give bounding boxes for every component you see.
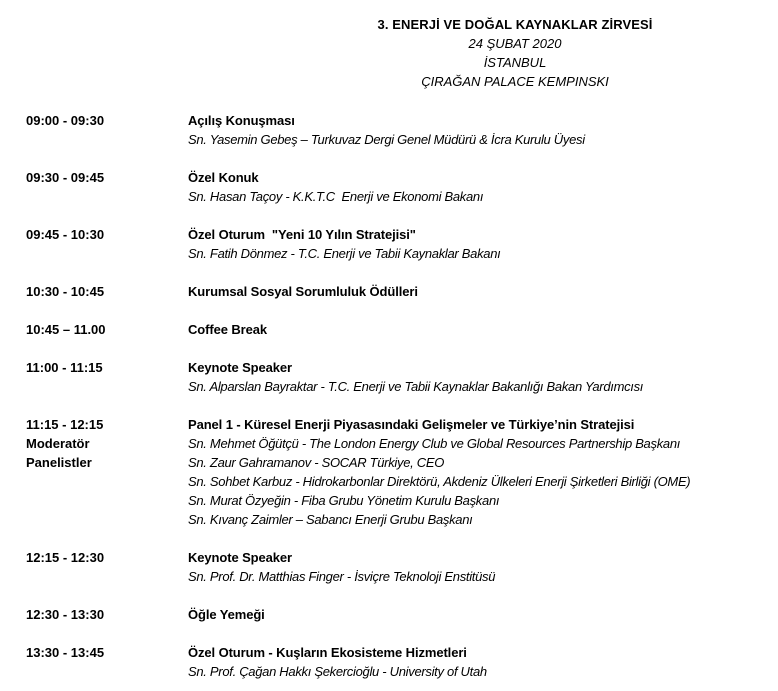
event-content-column — [188, 605, 778, 624]
schedule-event — [0, 605, 778, 624]
event-time-column — [0, 320, 188, 339]
event-role-label: Panelistler — [26, 455, 92, 470]
event-time: 11:15 - 12:15 — [26, 417, 104, 432]
event-time-column — [0, 111, 188, 130]
event-content-column — [188, 548, 778, 586]
event-speaker-line: Sn. Zaur Gahramanov - SOCAR Türkiye, CEO — [188, 455, 445, 470]
event-content-column — [188, 111, 778, 149]
document-header — [252, 15, 778, 91]
event-time: 10:30 - 10:45 — [26, 284, 105, 299]
event-speaker-line: Sn. Alparslan Bayraktar - T.C. Enerji ve Tabii Kaynaklar Bakanlığı Bakan Yardımcısı — [188, 379, 644, 394]
summit-title: 3. ENERJİ VE DOĞAL KAYNAKLAR ZİRVESİ — [377, 17, 653, 32]
event-speaker-line: Sn. Prof. Çağan Hakkı Şekercioğlu - University of Utah — [188, 664, 487, 679]
event-time-column — [0, 282, 188, 301]
schedule-event — [0, 643, 778, 681]
schedule-event — [0, 225, 778, 263]
event-title: Keynote Speaker — [188, 550, 292, 565]
event-content-column — [188, 643, 778, 681]
event-time-column — [0, 225, 188, 244]
event-title: Kurumsal Sosyal Sorumluluk Ödülleri — [188, 284, 418, 299]
event-content-column — [188, 168, 778, 206]
event-time: 09:00 - 09:30 — [26, 113, 105, 128]
summit-date: 24 ŞUBAT 2020 — [468, 36, 562, 51]
event-time: 09:30 - 09:45 — [26, 170, 105, 185]
event-content-column — [188, 282, 778, 301]
event-speaker-line: Sn. Hasan Taçoy - K.K.T.C Enerji ve Ekonomi Bakanı — [188, 189, 484, 204]
summit-city: İSTANBUL — [483, 55, 547, 70]
event-time-column — [0, 168, 188, 187]
event-speaker-line: Sn. Prof. Dr. Matthias Finger - İsviçre Teknoloji Enstitüsü — [188, 569, 496, 584]
event-speaker-line: Sn. Yasemin Gebeş – Turkuvaz Dergi Genel Müdürü & İcra Kurulu Üyesi — [188, 132, 585, 147]
schedule-event — [0, 358, 778, 396]
event-speaker-line: Sn. Mehmet Öğütçü - The London Energy Club ve Global Resources Partnership Başkanı — [188, 436, 681, 451]
event-time-column — [0, 548, 188, 567]
event-content-column — [188, 225, 778, 263]
event-time: 09:45 - 10:30 — [26, 227, 105, 242]
event-content-column — [188, 320, 778, 339]
event-time: 13:30 - 13:45 — [26, 645, 105, 660]
event-time-column — [0, 605, 188, 624]
schedule-event — [0, 548, 778, 586]
event-title: Coffee Break — [188, 322, 267, 337]
schedule-event — [0, 168, 778, 206]
event-title: Özel Oturum "Yeni 10 Yılın Stratejisi" — [188, 227, 416, 242]
event-title: Panel 1 - Küresel Enerji Piyasasındaki Gelişmeler ve Türkiye’nin Stratejisi — [188, 417, 635, 432]
event-content-column — [188, 415, 778, 529]
event-title: Açılış Konuşması — [188, 113, 295, 128]
event-speaker-line: Sn. Murat Özyeğin - Fiba Grubu Yönetim Kurulu Başkanı — [188, 493, 500, 508]
event-title: Özel Oturum - Kuşların Ekosisteme Hizmetleri — [188, 645, 467, 660]
event-title: Keynote Speaker — [188, 360, 292, 375]
event-title: Öğle Yemeği — [188, 607, 265, 622]
event-time-column — [0, 415, 188, 472]
schedule-list — [0, 111, 778, 681]
schedule-event — [0, 415, 778, 529]
event-time: 12:15 - 12:30 — [26, 550, 105, 565]
event-speaker-line: Sn. Fatih Dönmez - T.C. Enerji ve Tabii Kaynaklar Bakanı — [188, 246, 501, 261]
event-time: 11:00 - 11:15 — [26, 360, 103, 375]
summit-venue: ÇIRAĞAN PALACE KEMPINSKI — [421, 74, 609, 89]
event-speaker-line: Sn. Kıvanç Zaimler – Sabancı Enerji Grubu Başkanı — [188, 512, 473, 527]
schedule-event — [0, 282, 778, 301]
event-time-column — [0, 358, 188, 377]
event-role-label: Moderatör — [26, 436, 90, 451]
event-speaker-line: Sn. Sohbet Karbuz - Hidrokarbonlar Direktörü, Akdeniz Ülkeleri Enerji Şirketleri Birliği (OME) — [188, 474, 691, 489]
event-time: 12:30 - 13:30 — [26, 607, 105, 622]
schedule-event — [0, 111, 778, 149]
event-content-column — [188, 358, 778, 396]
schedule-event — [0, 320, 778, 339]
event-title: Özel Konuk — [188, 170, 259, 185]
event-time-column — [0, 643, 188, 662]
event-time: 10:45 – 11.00 — [26, 322, 106, 337]
